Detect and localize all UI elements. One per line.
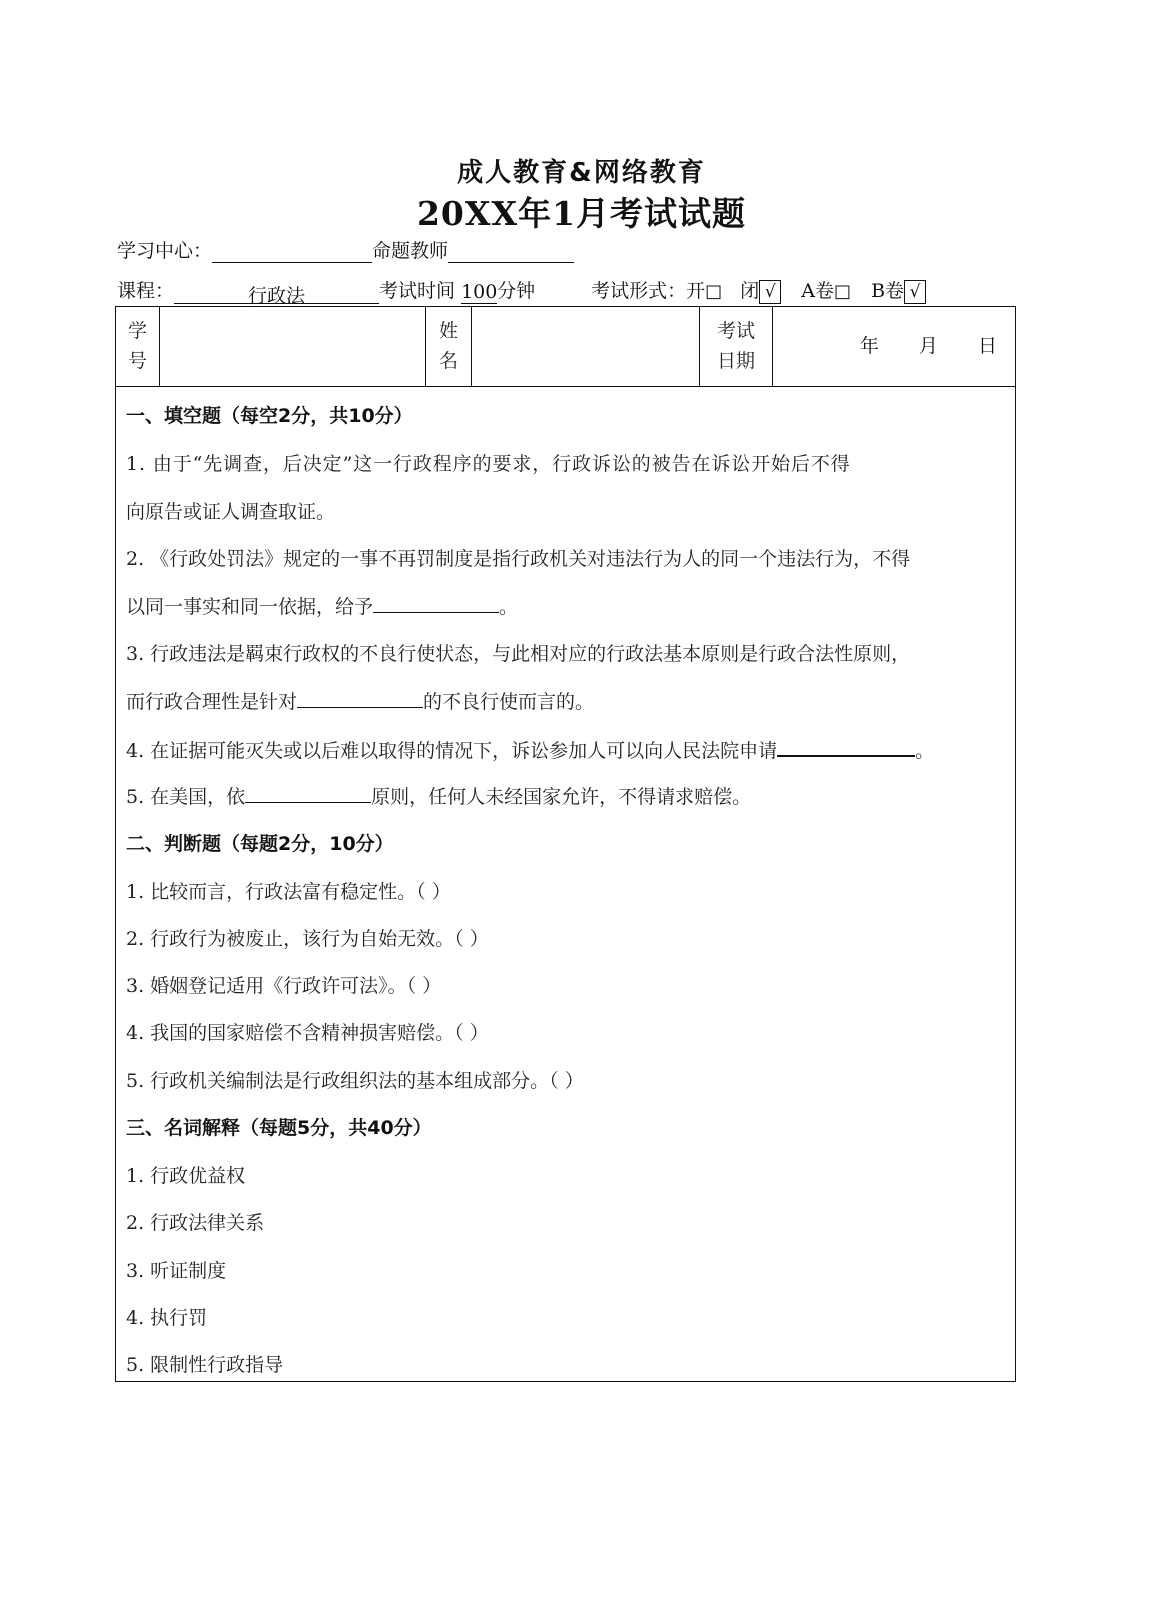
date-day: 日	[977, 335, 997, 357]
course-label: 课程：	[117, 280, 175, 302]
teacher-label: 命题教师	[372, 240, 449, 262]
question-2-4: 4. 我国的国家赔偿不含精神损害赔偿。（ ）	[126, 1022, 489, 1044]
question-1-2-line-2	[126, 592, 518, 619]
name-field[interactable]	[472, 307, 700, 386]
question-1-2-line-1: 2. 《行政处罚法》规定的一事不再罚制度是指行政机关对违法行为人的同一个违法行为，不得	[126, 548, 911, 570]
blank-1-3[interactable]	[297, 687, 423, 708]
question-1-5-end: 原则，任何人未经国家允许，不得请求赔偿。	[371, 786, 752, 808]
question-3-5: 5. 限制性行政指导	[126, 1354, 284, 1376]
question-1-4-end: 。	[915, 740, 935, 762]
teacher-field[interactable]	[448, 240, 574, 263]
question-1-4	[126, 735, 934, 763]
exam-date-label-1: 考试	[716, 320, 755, 342]
closed-label: 闭	[740, 280, 760, 302]
student-id-label-2: 号	[127, 350, 147, 372]
paper-b-checkbox[interactable]: √	[904, 280, 926, 304]
question-1-3-text: 而行政合理性是针对	[126, 691, 298, 713]
exam-time-label: 考试时间	[379, 280, 456, 302]
exam-main-title: 20XX年1月考试试题	[416, 194, 747, 233]
question-3-3: 3. 听证制度	[126, 1260, 227, 1282]
date-month: 月	[918, 335, 938, 357]
question-3-2: 2. 行政法律关系	[126, 1212, 265, 1234]
question-1-1-line-1: 1. 由于“先调查，后决定”这一行政程序的要求，行政诉讼的被告在诉讼开始后不得	[126, 453, 851, 475]
section-2-title: 二、判断题（每题2分，10分）	[126, 833, 394, 855]
student-id-label-1: 学	[127, 320, 147, 342]
date-year: 年	[859, 335, 879, 357]
header-line-course	[117, 276, 1017, 307]
question-1-3-line-2	[126, 687, 594, 714]
exam-date-label-cell	[700, 307, 773, 386]
study-center-label: 学习中心：	[117, 240, 213, 262]
question-1-2-text: 以同一事实和同一依据，给予	[126, 596, 374, 618]
question-3-1: 1. 行政优益权	[126, 1165, 246, 1187]
section-3-title: 三、名词解释（每题5分，共40分）	[126, 1117, 432, 1139]
exam-form-label: 考试形式：开	[591, 280, 706, 302]
question-2-1: 1. 比较而言，行政法富有稳定性。（ ）	[126, 881, 451, 903]
exam-header-title: 成人教育&网络教育	[457, 158, 706, 188]
name-label-2: 名	[438, 350, 458, 372]
exam-time-value: 100	[461, 281, 498, 303]
question-1-5-text: 5. 在美国，依	[126, 786, 246, 808]
course-field: 行政法	[174, 281, 379, 304]
header-line-center	[117, 236, 574, 263]
student-info-row	[116, 307, 1015, 387]
blank-1-4[interactable]	[777, 735, 915, 757]
exam-date-label-2: 日期	[716, 350, 755, 372]
question-1-5	[126, 782, 751, 809]
student-id-field[interactable]	[160, 307, 426, 386]
open-checkbox[interactable]: □	[705, 281, 723, 302]
name-label-1: 姓	[438, 320, 458, 342]
closed-checkbox[interactable]: √	[759, 280, 781, 304]
question-2-3: 3. 婚姻登记适用《行政许可法》。（ ）	[126, 975, 442, 997]
paper-a-checkbox[interactable]: □	[834, 281, 852, 302]
question-2-2: 2. 行政行为被废止，该行为自始无效。（ ）	[126, 928, 489, 950]
exam-table	[115, 306, 1016, 1382]
student-id-label-cell	[116, 307, 160, 386]
exam-time-unit: 分钟	[497, 280, 536, 302]
question-1-1-line-2: 向原告或证人调查取证。	[126, 501, 336, 523]
question-1-3-end: 的不良行使而言的。	[423, 691, 595, 713]
paper-b-label: B卷	[871, 280, 905, 302]
question-1-3-line-1: 3. 行政违法是羁束行政权的不良行使状态，与此相对应的行政法基本原则是行政合法性原则，	[126, 643, 911, 665]
blank-1-2[interactable]	[373, 592, 499, 613]
question-2-5: 5. 行政机关编制法是行政组织法的基本组成部分。（ ）	[126, 1070, 584, 1092]
question-1-2-end: 。	[499, 596, 519, 618]
blank-1-5[interactable]	[245, 782, 371, 803]
section-1-title: 一、填空题（每空2分，共10分）	[126, 405, 413, 427]
exam-date-field[interactable]	[773, 307, 1015, 386]
question-3-4: 4. 执行罚	[126, 1307, 208, 1329]
name-label-cell	[426, 307, 472, 386]
study-center-field[interactable]	[212, 240, 372, 263]
question-1-4-text: 4. 在证据可能灭失或以后难以取得的情况下，诉讼参加人可以向人民法院申请	[126, 740, 778, 762]
paper-a-label: A卷	[801, 280, 835, 302]
